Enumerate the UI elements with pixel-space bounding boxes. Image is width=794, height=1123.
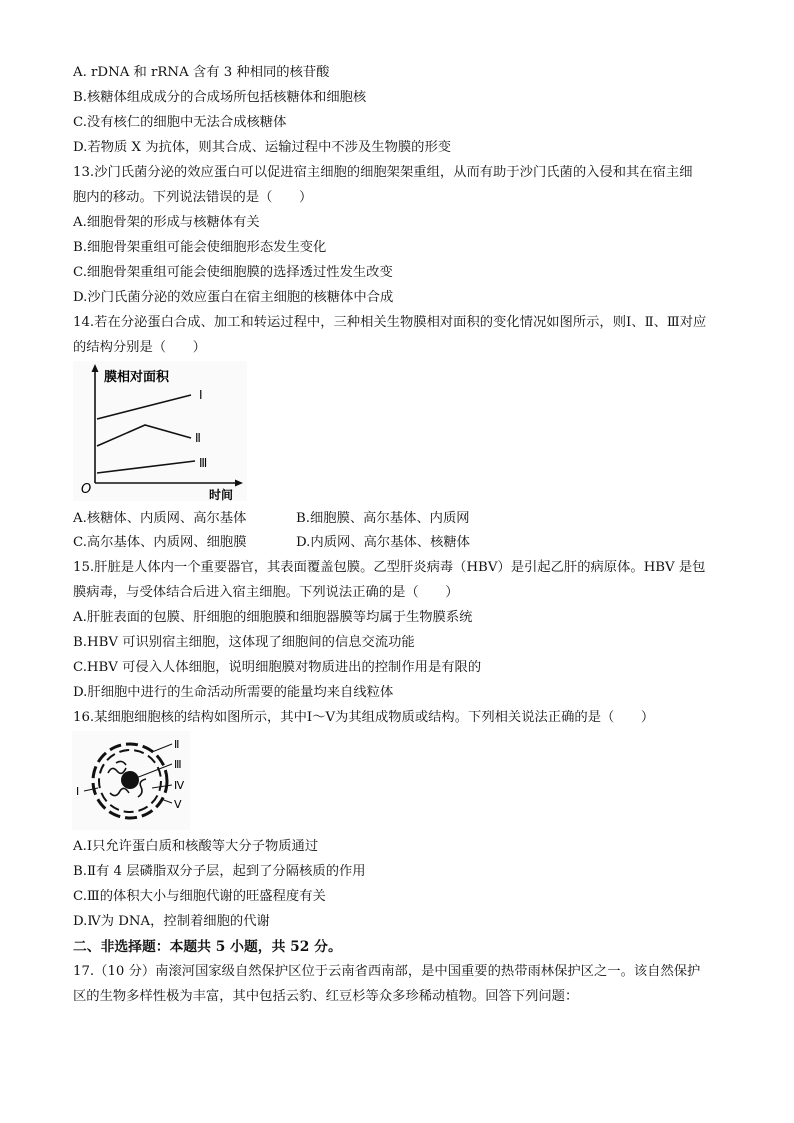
q14-option-a: A.核糖体、内质网、高尔基体 [73, 511, 247, 526]
q13-stem-line1: 13.沙门氏菌分泌的效应蛋白可以促进宿主细胞的细胞架架重组，从而有助于沙门氏菌的入侵和其在宿主细 [73, 165, 693, 180]
q17-stem-line2: 区的生物多样性极为丰富，其中包括云豹、红豆杉等众多珍稀动植物。回答下列问题： [73, 989, 579, 1004]
q16-stem: 16.某细胞细胞核的结构如图所示，其中Ⅰ～Ⅴ为其组成物质或结构。下列相关说法正确的是（ ） [73, 710, 655, 725]
q12-option-d: D.若物质 X 为抗体，则其合成、运输过程中不涉及生物膜的形变 [73, 140, 452, 155]
nucleus-label-ii: Ⅱ [174, 738, 180, 751]
graph-x-label: 时间 [209, 488, 234, 501]
q16-option-c: C.Ⅲ的体积大小与细胞代谢的旺盛程度有关 [73, 889, 326, 904]
q14-stem-line1: 14.若在分泌蛋白合成、加工和转运过程中，三种相关生物膜相对面积的变化情况如图所示，则Ⅰ、Ⅱ、Ⅲ对应 [73, 315, 707, 330]
q16-option-b: B.Ⅱ有 4 层磷脂双分子层，起到了分隔核质的作用 [73, 864, 366, 879]
nucleus-diagram [72, 731, 190, 830]
q14-option-b: B.细胞膜、高尔基体、内质网 [296, 511, 470, 526]
graph-origin: O [81, 482, 92, 497]
q15-stem-line1: 15.肝脏是人体内一个重要器官，其表面覆盖包膜。乙型肝炎病毒（HBV）是引起乙肝的病原体。HBV 是包 [73, 560, 706, 575]
q17-stem-line1: 17.（10 分）南滚河国家级自然保护区位于云南省西南部，是中国重要的热带雨林保护区之一。该自然保护 [73, 964, 701, 979]
nucleus-label-iii: Ⅲ [174, 758, 182, 771]
q13-option-d: D.沙门氏菌分泌的效应蛋白在宿主细胞的核糖体中合成 [73, 290, 394, 305]
q14-option-d: D.内质网、高尔基体、核糖体 [296, 535, 470, 550]
q13-option-b: B.细胞骨架重组可能会使细胞形态发生变化 [73, 240, 327, 255]
q14-stem-line2: 的结构分别是（ ） [73, 340, 206, 355]
q16-option-d: D.Ⅳ为 DNA，控制着细胞的代谢 [73, 914, 270, 929]
q14-options-row2 [73, 534, 733, 552]
section-heading: 二、非选择题：本题共 5 小题，共 52 分。 [73, 939, 342, 955]
q15-option-b: B.HBV 可识别宿主细胞，这体现了细胞间的信息交流功能 [73, 635, 415, 650]
q14-option-c: C.高尔基体、内质网、细胞膜 [73, 535, 247, 550]
graph-label-iii: Ⅲ [199, 456, 208, 470]
q13-stem-line2: 胞内的移动。下列说法错误的是（ ） [73, 190, 313, 205]
q16-option-a: A.Ⅰ只允许蛋白质和核酸等大分子物质通过 [73, 839, 319, 854]
q14-options-row1 [73, 510, 733, 528]
graph-y-label: 膜相对面积 [104, 370, 170, 385]
graph-label-ii: Ⅱ [195, 431, 201, 445]
q12-option-a: A. rDNA 和 rRNA 含有 3 种相同的核苷酸 [73, 65, 330, 80]
q15-option-c: C.HBV 可侵入人体细胞，说明细胞膜对物质进出的控制作用是有限的 [73, 660, 482, 675]
nucleus-label-i: Ⅰ [76, 785, 80, 798]
membrane-area-graph [73, 361, 247, 501]
nucleus-label-iv: Ⅳ [174, 779, 185, 792]
q15-option-a: A.肝脏表面的包膜、肝细胞的细胞膜和细胞器膜等均属于生物膜系统 [73, 610, 473, 625]
q15-stem-line2: 膜病毒，与受体结合后进入宿主细胞。下列说法正确的是（ ） [73, 585, 459, 600]
q13-option-c: C.细胞骨架重组可能会使细胞膜的选择透过性发生改变 [73, 265, 393, 280]
graph-label-i: Ⅰ [199, 388, 203, 402]
nucleolus [121, 771, 139, 789]
q12-option-c: C.没有核仁的细胞中无法合成核糖体 [73, 115, 287, 130]
q15-option-d: D.肝细胞中进行的生命活动所需要的能量均来自线粒体 [73, 685, 394, 700]
nucleus-label-v: Ⅴ [174, 798, 182, 811]
q12-option-b: B.核糖体组成成分的合成场所包括核糖体和细胞核 [73, 90, 367, 105]
q13-option-a: A.细胞骨架的形成与核糖体有关 [73, 215, 260, 230]
